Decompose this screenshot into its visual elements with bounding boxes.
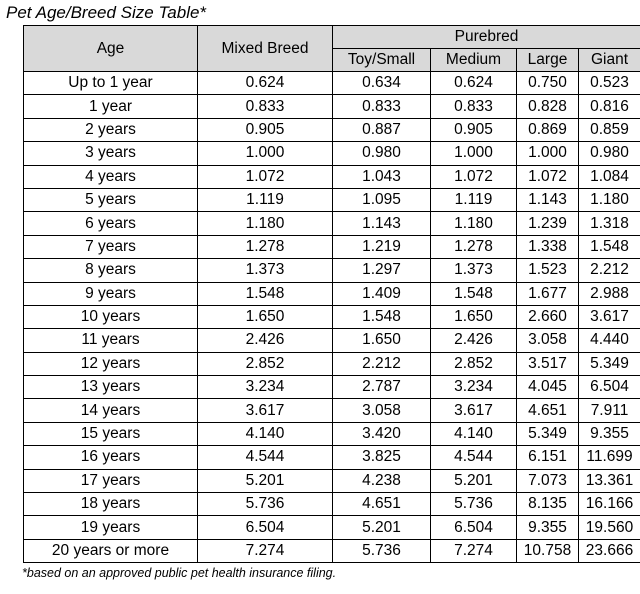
giant-cell: 23.666 [579, 539, 640, 562]
toy-small-cell: 4.238 [333, 469, 431, 492]
large-cell: 3.517 [517, 352, 579, 375]
toy-small-cell: 4.651 [333, 493, 431, 516]
age-cell: 7 years [24, 235, 198, 258]
table-row [24, 352, 640, 375]
large-cell: 1.239 [517, 212, 579, 235]
toy-small-cell: 5.736 [333, 539, 431, 562]
giant-cell: 0.523 [579, 72, 640, 95]
giant-cell: 19.560 [579, 516, 640, 539]
mixed-breed-cell: 5.736 [198, 493, 333, 516]
giant-cell: 0.816 [579, 95, 640, 118]
table-row [24, 282, 640, 305]
medium-cell: 4.140 [431, 422, 517, 445]
medium-cell: 5.201 [431, 469, 517, 492]
toy-small-cell: 1.548 [333, 305, 431, 328]
toy-small-cell: 1.219 [333, 235, 431, 258]
table-row [24, 212, 640, 235]
table-row [24, 516, 640, 539]
large-cell: 3.058 [517, 329, 579, 352]
mixed-breed-cell: 0.833 [198, 95, 333, 118]
table-header [24, 26, 640, 72]
age-cell: 6 years [24, 212, 198, 235]
mixed-breed-cell: 2.852 [198, 352, 333, 375]
age-cell: 13 years [24, 376, 198, 399]
toy-small-cell: 5.201 [333, 516, 431, 539]
mixed-breed-cell: 4.544 [198, 446, 333, 469]
mixed-breed-cell: 3.234 [198, 376, 333, 399]
large-cell: 2.660 [517, 305, 579, 328]
giant-cell: 6.504 [579, 376, 640, 399]
table-row [24, 72, 640, 95]
large-cell: 1.523 [517, 259, 579, 282]
medium-cell: 0.624 [431, 72, 517, 95]
age-cell: 1 year [24, 95, 198, 118]
age-cell: 2 years [24, 118, 198, 141]
header-mixed-breed: Mixed Breed [198, 26, 333, 72]
header-toy-small: Toy/Small [333, 49, 431, 72]
table-row [24, 142, 640, 165]
mixed-breed-cell: 1.000 [198, 142, 333, 165]
large-cell: 1.677 [517, 282, 579, 305]
mixed-breed-cell: 1.650 [198, 305, 333, 328]
medium-cell: 0.905 [431, 118, 517, 141]
table-title: Pet Age/Breed Size Table* [6, 3, 207, 22]
mixed-breed-cell: 1.548 [198, 282, 333, 305]
age-cell: 12 years [24, 352, 198, 375]
mixed-breed-cell: 1.072 [198, 165, 333, 188]
medium-cell: 6.504 [431, 516, 517, 539]
giant-cell: 13.361 [579, 469, 640, 492]
toy-small-cell: 1.043 [333, 165, 431, 188]
header-large: Large [517, 49, 579, 72]
table-row [24, 469, 640, 492]
giant-cell: 2.988 [579, 282, 640, 305]
giant-cell: 9.355 [579, 422, 640, 445]
large-cell: 1.143 [517, 188, 579, 211]
medium-cell: 1.180 [431, 212, 517, 235]
giant-cell: 1.318 [579, 212, 640, 235]
table-row [24, 329, 640, 352]
giant-cell: 3.617 [579, 305, 640, 328]
footnote: *based on an approved public pet health insurance filing. [22, 566, 337, 580]
medium-cell: 2.426 [431, 329, 517, 352]
medium-cell: 5.736 [431, 493, 517, 516]
header-medium: Medium [431, 49, 517, 72]
large-cell: 4.651 [517, 399, 579, 422]
toy-small-cell: 3.058 [333, 399, 431, 422]
age-cell: 18 years [24, 493, 198, 516]
table-row [24, 376, 640, 399]
medium-cell: 1.072 [431, 165, 517, 188]
table-row [24, 539, 640, 562]
pet-age-breed-table [23, 25, 640, 563]
table-row [24, 188, 640, 211]
medium-cell: 1.650 [431, 305, 517, 328]
age-cell: 8 years [24, 259, 198, 282]
giant-cell: 0.859 [579, 118, 640, 141]
giant-cell: 11.699 [579, 446, 640, 469]
large-cell: 1.072 [517, 165, 579, 188]
toy-small-cell: 1.409 [333, 282, 431, 305]
table-row [24, 235, 640, 258]
giant-cell: 1.084 [579, 165, 640, 188]
mixed-breed-cell: 5.201 [198, 469, 333, 492]
medium-cell: 1.373 [431, 259, 517, 282]
header-giant: Giant [579, 49, 640, 72]
table-row [24, 446, 640, 469]
toy-small-cell: 3.420 [333, 422, 431, 445]
toy-small-cell: 1.650 [333, 329, 431, 352]
toy-small-cell: 3.825 [333, 446, 431, 469]
toy-small-cell: 2.212 [333, 352, 431, 375]
giant-cell: 1.548 [579, 235, 640, 258]
toy-small-cell: 0.980 [333, 142, 431, 165]
large-cell: 6.151 [517, 446, 579, 469]
mixed-breed-cell: 2.426 [198, 329, 333, 352]
header-age: Age [24, 26, 198, 72]
table-row [24, 422, 640, 445]
toy-small-cell: 1.143 [333, 212, 431, 235]
age-cell: 14 years [24, 399, 198, 422]
mixed-breed-cell: 4.140 [198, 422, 333, 445]
mixed-breed-cell: 3.617 [198, 399, 333, 422]
table-row [24, 165, 640, 188]
table-row [24, 95, 640, 118]
age-cell: 11 years [24, 329, 198, 352]
large-cell: 9.355 [517, 516, 579, 539]
age-cell: 17 years [24, 469, 198, 492]
mixed-breed-cell: 1.119 [198, 188, 333, 211]
age-cell: 9 years [24, 282, 198, 305]
large-cell: 7.073 [517, 469, 579, 492]
large-cell: 0.828 [517, 95, 579, 118]
large-cell: 1.000 [517, 142, 579, 165]
mixed-breed-cell: 6.504 [198, 516, 333, 539]
table-row [24, 493, 640, 516]
table-row [24, 399, 640, 422]
age-cell: 10 years [24, 305, 198, 328]
age-cell: 19 years [24, 516, 198, 539]
giant-cell: 2.212 [579, 259, 640, 282]
medium-cell: 3.234 [431, 376, 517, 399]
medium-cell: 7.274 [431, 539, 517, 562]
age-cell: 3 years [24, 142, 198, 165]
medium-cell: 1.000 [431, 142, 517, 165]
large-cell: 4.045 [517, 376, 579, 399]
medium-cell: 2.852 [431, 352, 517, 375]
large-cell: 0.750 [517, 72, 579, 95]
giant-cell: 7.911 [579, 399, 640, 422]
table-row [24, 118, 640, 141]
medium-cell: 3.617 [431, 399, 517, 422]
medium-cell: 0.833 [431, 95, 517, 118]
toy-small-cell: 2.787 [333, 376, 431, 399]
medium-cell: 1.278 [431, 235, 517, 258]
table-row [24, 305, 640, 328]
medium-cell: 4.544 [431, 446, 517, 469]
mixed-breed-cell: 1.278 [198, 235, 333, 258]
toy-small-cell: 1.297 [333, 259, 431, 282]
giant-cell: 5.349 [579, 352, 640, 375]
medium-cell: 1.548 [431, 282, 517, 305]
mixed-breed-cell: 0.905 [198, 118, 333, 141]
large-cell: 0.869 [517, 118, 579, 141]
age-cell: 4 years [24, 165, 198, 188]
mixed-breed-cell: 7.274 [198, 539, 333, 562]
age-cell: 5 years [24, 188, 198, 211]
giant-cell: 0.980 [579, 142, 640, 165]
large-cell: 8.135 [517, 493, 579, 516]
toy-small-cell: 0.634 [333, 72, 431, 95]
age-cell: 20 years or more [24, 539, 198, 562]
age-cell: Up to 1 year [24, 72, 198, 95]
giant-cell: 16.166 [579, 493, 640, 516]
mixed-breed-cell: 1.373 [198, 259, 333, 282]
mixed-breed-cell: 0.624 [198, 72, 333, 95]
giant-cell: 4.440 [579, 329, 640, 352]
large-cell: 5.349 [517, 422, 579, 445]
table-row [24, 259, 640, 282]
large-cell: 1.338 [517, 235, 579, 258]
toy-small-cell: 0.833 [333, 95, 431, 118]
header-purebred: Purebred [333, 26, 640, 49]
large-cell: 10.758 [517, 539, 579, 562]
toy-small-cell: 0.887 [333, 118, 431, 141]
table-body [24, 72, 640, 563]
medium-cell: 1.119 [431, 188, 517, 211]
age-cell: 15 years [24, 422, 198, 445]
giant-cell: 1.180 [579, 188, 640, 211]
mixed-breed-cell: 1.180 [198, 212, 333, 235]
age-cell: 16 years [24, 446, 198, 469]
toy-small-cell: 1.095 [333, 188, 431, 211]
